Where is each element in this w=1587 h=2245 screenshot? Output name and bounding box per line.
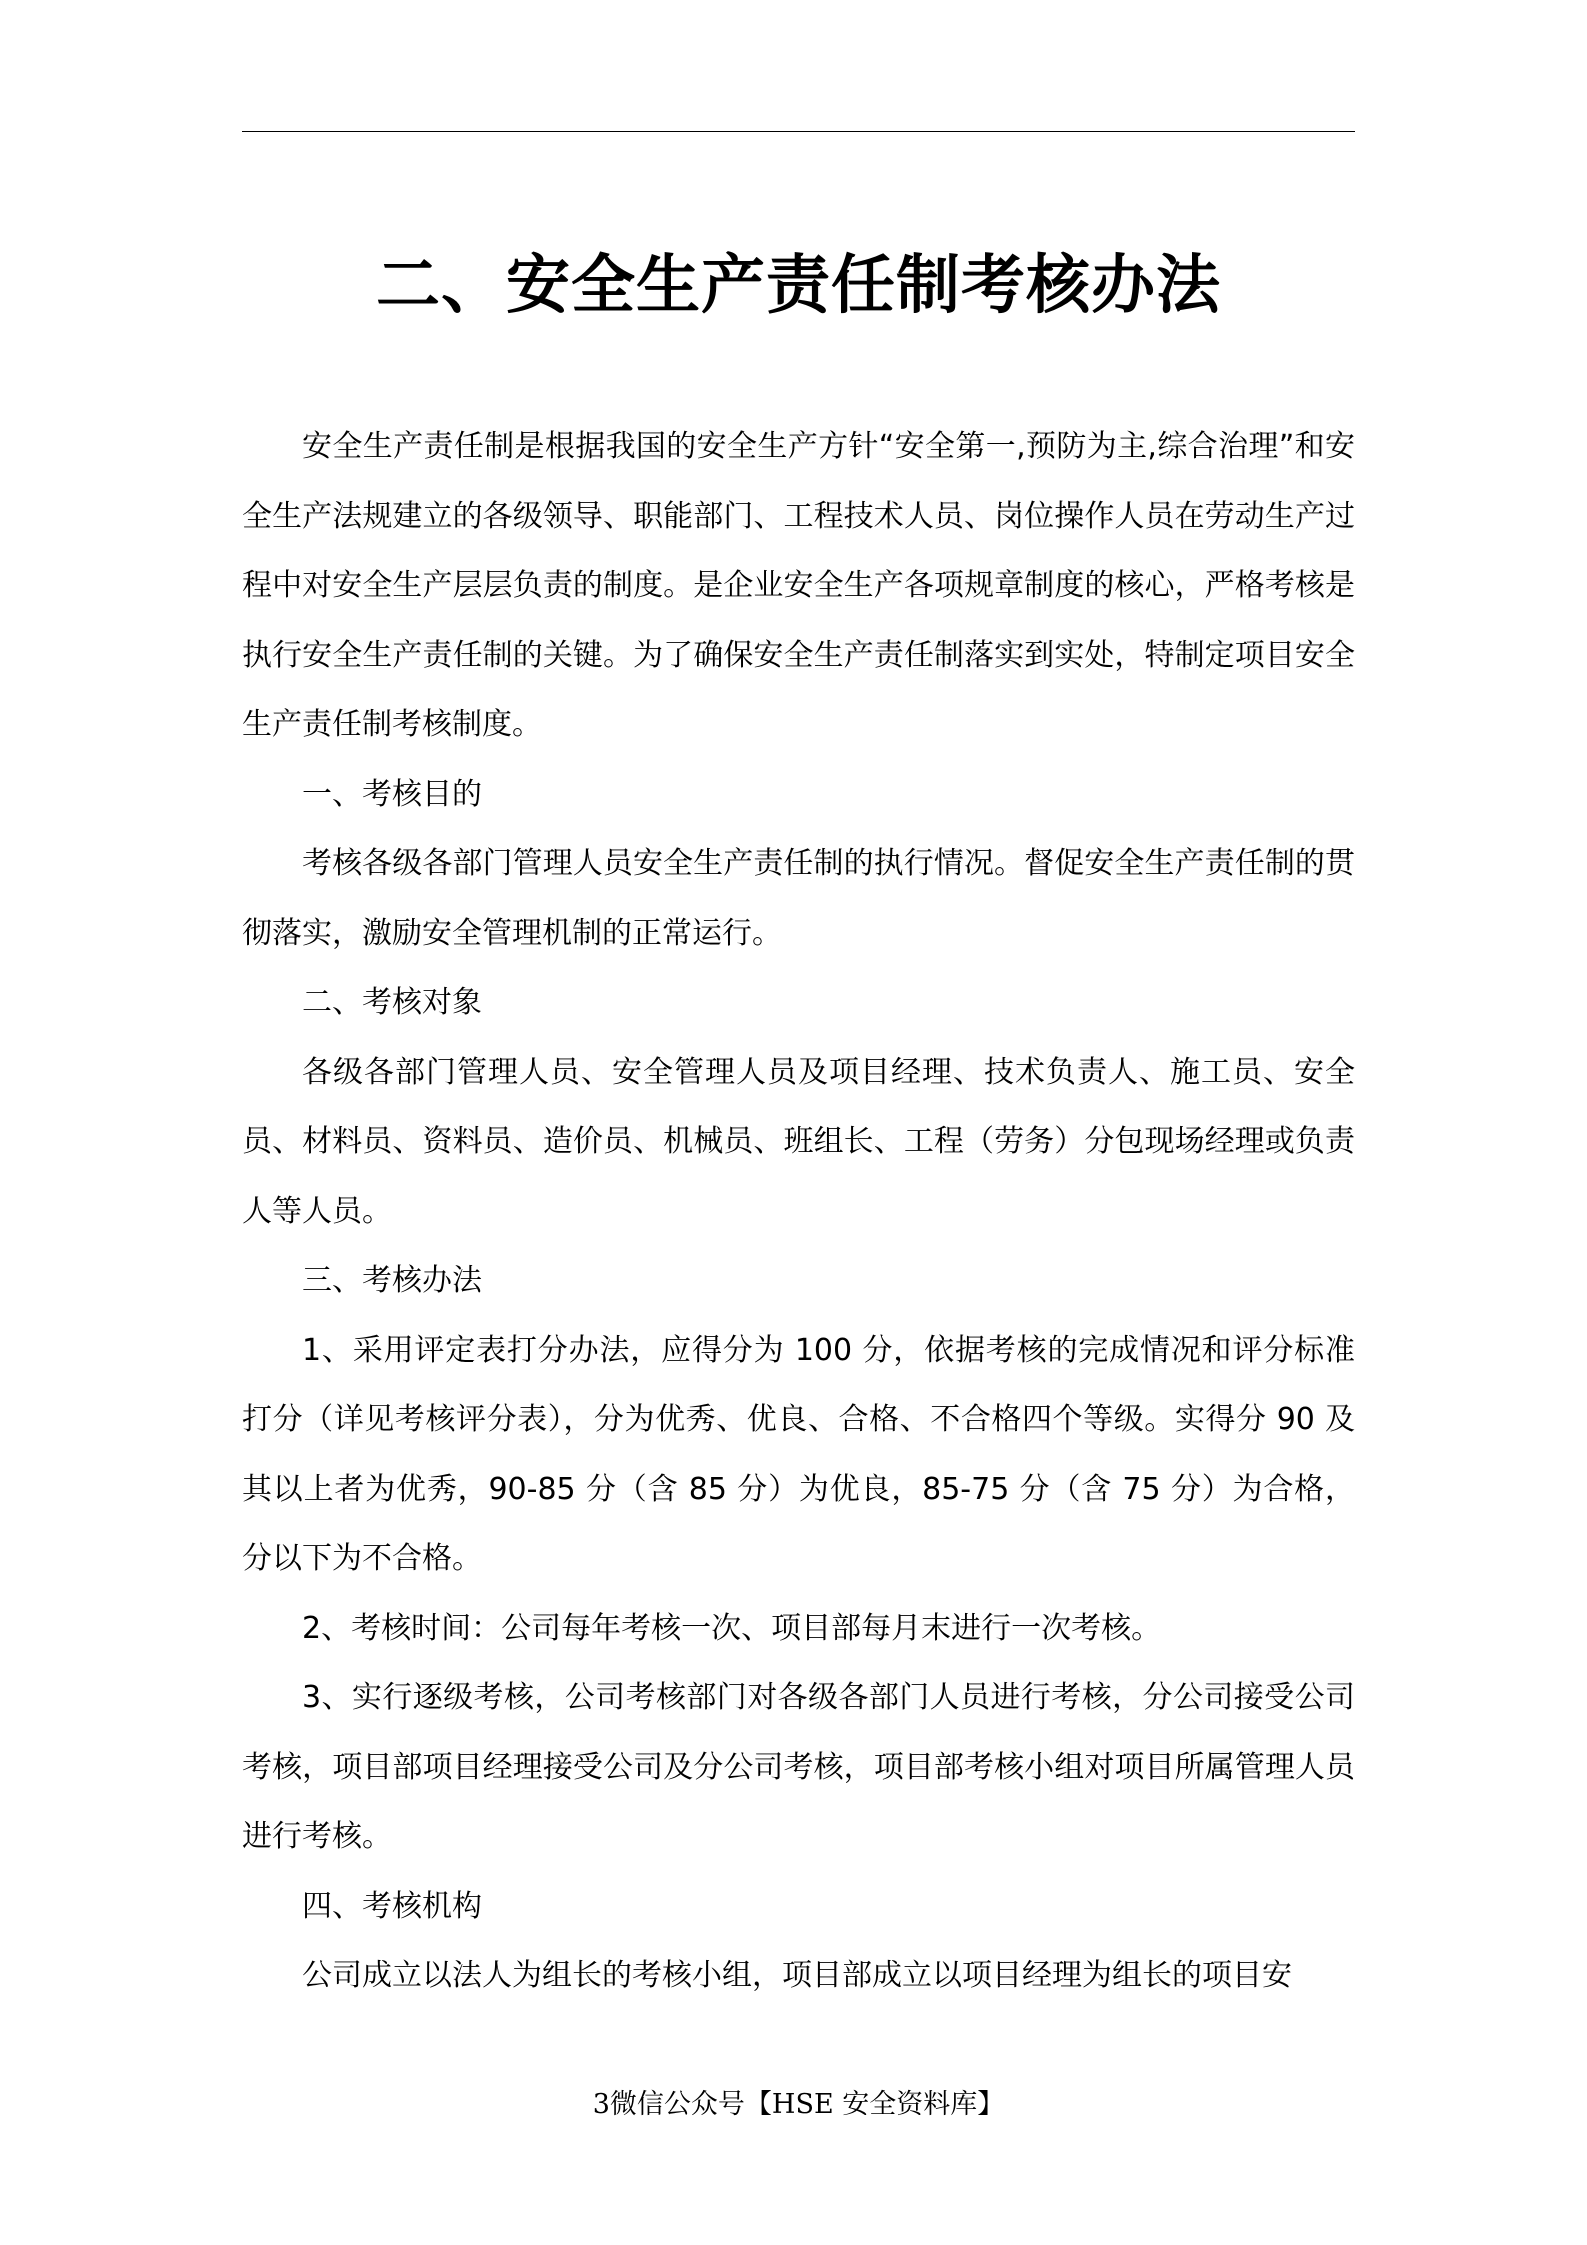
method-item-3: 3、实行逐级考核，公司考核部门对各级各部门人员进行考核，分公司接受公司考核，项目部项目经理接受公司及分公司考核，项目部考核小组对项目所属管理人员进行考核。 bbox=[242, 1680, 1355, 1854]
page-title: 二、安全生产责任制考核办法 bbox=[376, 249, 1221, 323]
section-heading-targets: 二、考核对象 bbox=[302, 985, 482, 1020]
section-heading-organization: 四、考核机构 bbox=[302, 1888, 482, 1924]
section-heading-method: 三、考核办法 bbox=[302, 1263, 482, 1298]
organization-paragraph: 公司成立以法人为组长的考核小组，项目部成立以项目经理为组长的项目安 bbox=[302, 1958, 1292, 1993]
header-rule bbox=[242, 131, 1355, 132]
document-body bbox=[242, 412, 1355, 2011]
intro-paragraph: 安全生产责任制是根据我国的安全生产方针“安全第一,预防为主,综合治理”和安全生产法规建立的各级领导、职能部门、工程技术人员、岗位操作人员在劳动生产过程中对安全生产层层负责的制度。是企业安全生产各项规章制度的核心，严格考核是执行安全生产责任制的关键。为了确保安全生产责任制落实到实处，特制定项目安全生产责任制考核制度。 bbox=[242, 429, 1355, 742]
method-item-2: 2、考核时间：公司每年考核一次、项目部每月末进行一次考核。 bbox=[302, 1610, 1162, 1646]
targets-paragraph: 各级各部门管理人员、安全管理人员及项目经理、技术负责人、施工员、安全员、材料员、资料员、造价员、机械员、班组长、工程（劳务）分包现场经理或负责人等人员。 bbox=[242, 1054, 1355, 1229]
method-item-1: 1、采用评定表打分办法，应得分为 100 分，依据考核的完成情况和评分标准打分（详见考核评分表），分为优秀、优良、合格、不合格四个等级。实得分 90 及其以上者为优秀，90-85 分（含 85 分）为优良，85-75 分（含 75 分）为合格，分以下为不合格。 bbox=[242, 1332, 1355, 1576]
page-footer: 3微信公众号【HSE 安全资料库】 bbox=[592, 2089, 1005, 2120]
purpose-paragraph: 考核各级各部门管理人员安全生产责任制的执行情况。督促安全生产责任制的贯彻落实，激励安全管理机制的正常运行。 bbox=[242, 846, 1355, 951]
section-heading-purpose: 一、考核目的 bbox=[302, 776, 482, 812]
